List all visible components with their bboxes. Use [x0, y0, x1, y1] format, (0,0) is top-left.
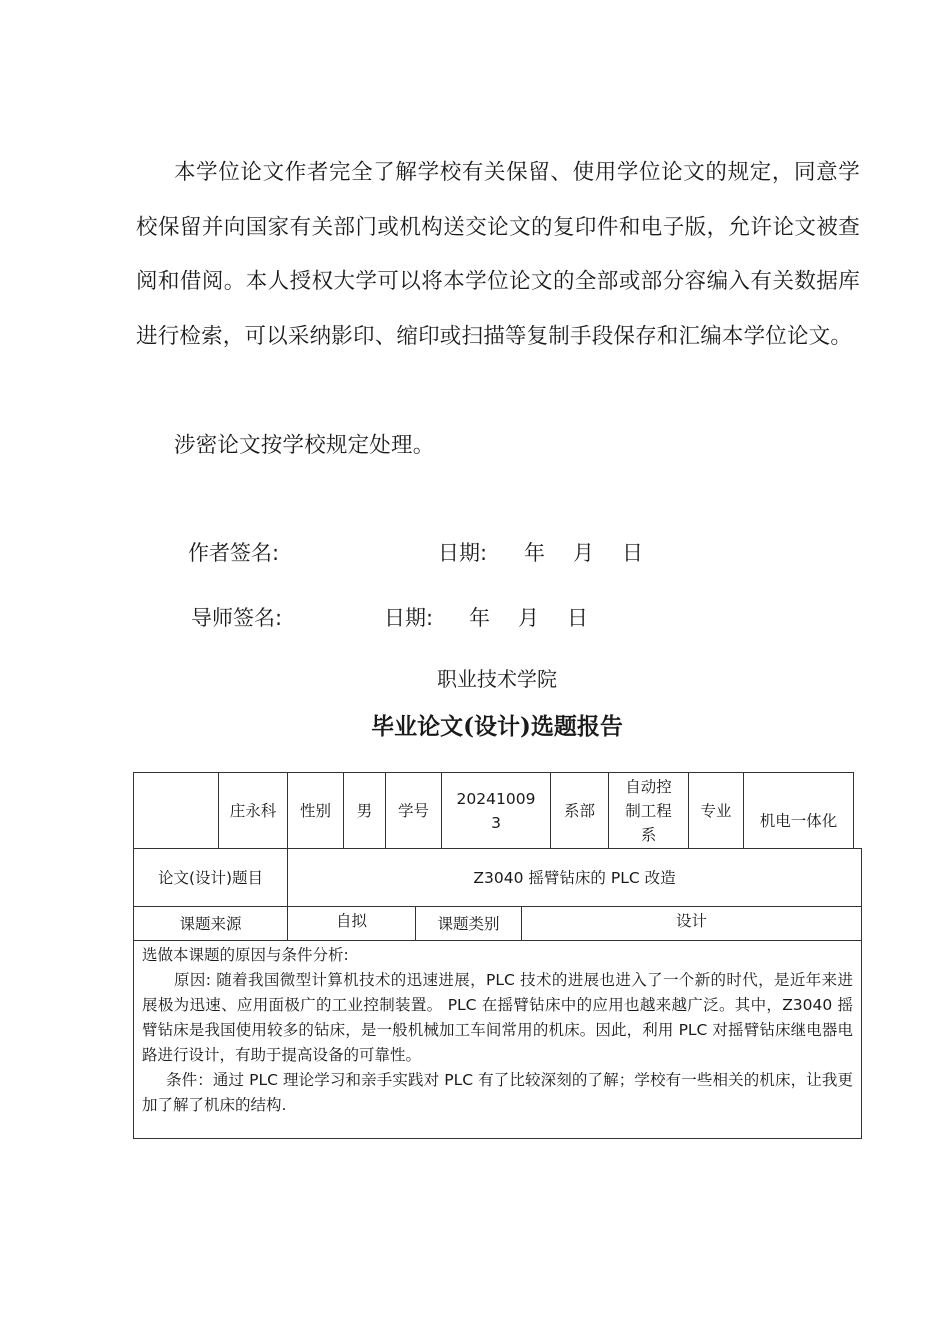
school-name: 职业技术学院 — [437, 667, 557, 691]
declaration-paragraph: 本学位论文作者完全了解学校有关保留、使用学位论文的规定，同意学校保留并向国家有关部门或机构送交论文的复印件和电子版，允许论文被查阅和借阅。本人授权大学可以将本学位论文的全部或部分容编入有关数据库进行检索，可以采纳影印、缩印或扫描等复制手段保存和汇编本学位论文。 — [136, 160, 860, 349]
author-date-label: 日期: — [438, 541, 488, 565]
advisor-month-label: 月 — [518, 606, 539, 630]
analysis-condition: 条件：通过 PLC 理论学习和亲手实践对 PLC 有了比较深刻的了解；学校有一些相关的机床，让我更加了解了机床的结构. — [142, 1071, 853, 1114]
author-day-label: 日 — [622, 541, 643, 565]
advisor-date-label: 日期: — [384, 606, 434, 630]
author-month-label: 月 — [573, 541, 594, 565]
analysis-reason: 原因: 随着我国微型计算机技术的迅速进展，PLC 技术的进展也进入了一个新的时代，是近年来进展极为迅速、应用面极广的工业控制装置。 PLC 在摇臂钻床中的应用也越来越广泛。其中，Z3040 摇臂钻床是我国使用较多的钻床，是一般机械加工车间常用的机床。因此，利用 PLC 对摇臂钻床继电器电路进行设计，有助于提高设备的可靠性。 — [142, 971, 853, 1064]
topic-label: 论文(设计)题目 — [133, 848, 288, 907]
source-value: 自拟 — [287, 906, 416, 941]
student-id-value: 202410093 — [441, 772, 551, 849]
author-year-label: 年 — [524, 541, 545, 565]
advisor-signature-label: 导师签名: — [191, 606, 283, 630]
empty-label-cell — [133, 772, 219, 849]
author-signature-label: 作者签名: — [188, 541, 280, 565]
student-id-label: 学号 — [385, 772, 442, 849]
gender-value: 男 — [343, 772, 386, 849]
report-title: 毕业论文(设计)选题报告 — [371, 713, 623, 740]
advisor-year-label: 年 — [469, 606, 490, 630]
confidential-note: 涉密论文按学校规定处理。 — [174, 433, 435, 458]
student-name: 庄永科 — [218, 772, 288, 849]
analysis-cell — [133, 940, 862, 1139]
gender-label: 性别 — [287, 772, 344, 849]
department-label: 系部 — [550, 772, 609, 849]
topic-value: Z3040 摇臂钻床的 PLC 改造 — [287, 848, 862, 907]
analysis-heading: 选做本课题的原因与条件分析: — [142, 946, 349, 964]
advisor-day-label: 日 — [567, 606, 588, 630]
type-value: 设计 — [521, 906, 862, 941]
type-label: 课题类别 — [415, 906, 522, 941]
department-value: 自动控制工程系 — [608, 772, 689, 849]
major-value: 机电一体化 — [743, 772, 854, 849]
major-label: 专业 — [688, 772, 744, 849]
source-label: 课题来源 — [133, 906, 288, 941]
